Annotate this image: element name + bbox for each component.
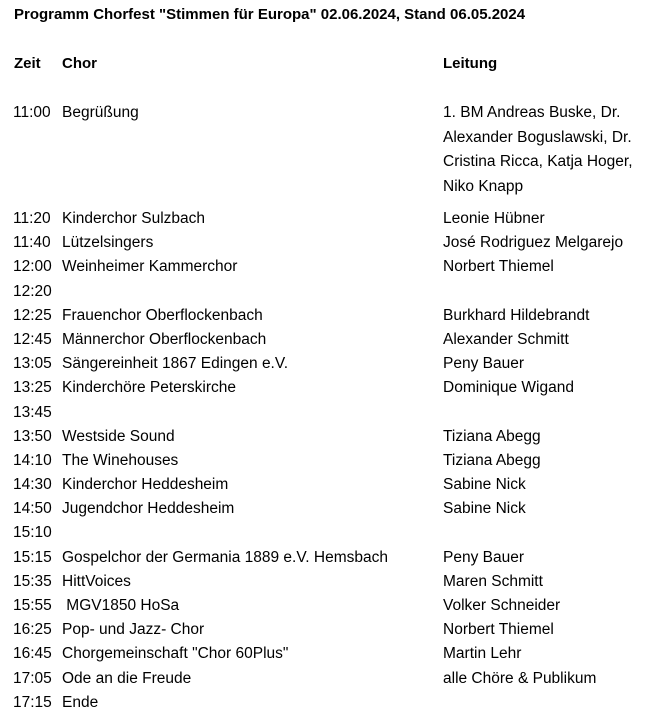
time-cell: 13:50 [13, 427, 52, 445]
time-cell: 11:20 [13, 210, 51, 227]
choir-cell: Ende [62, 693, 99, 711]
time-cell: 12:00 [13, 258, 52, 276]
table-row [0, 401, 658, 425]
choir-cell: Ode an die Freude [62, 669, 192, 687]
choir-cell: Chorgemeinschaft "Chor 60Plus" [62, 645, 289, 663]
choir-cell: Gospelchor der Germania 1889 e.V. Hemsbach [62, 548, 388, 566]
choir-cell: HittVoices [62, 572, 131, 590]
leader-cell: Alexander Schmitt [443, 330, 569, 348]
time-cell: 15:15 [13, 548, 52, 566]
time-cell: 12:25 [13, 306, 52, 324]
choir-cell: Jugendchor Heddesheim [62, 500, 235, 518]
time-cell: 12:20 [13, 282, 52, 300]
leader-cell: 1. BM Andreas Buske, Dr. Alexander Boguslawski, Dr. Cristina Ricca, Katja Hoger, Niko Knapp [443, 104, 633, 195]
header-time: Zeit [14, 55, 41, 72]
leader-cell: Leonie Hübner [443, 210, 545, 227]
table-row [0, 352, 658, 376]
time-cell: 17:05 [13, 669, 52, 687]
table-row [0, 473, 658, 497]
time-cell: 14:50 [13, 500, 52, 518]
choir-cell: Weinheimer Kammerchor [62, 258, 238, 276]
table-row [0, 207, 658, 231]
table-row [0, 280, 658, 304]
choir-cell: MGV1850 HoSa [62, 597, 180, 614]
leader-cell: Dominique Wigand [443, 379, 574, 397]
time-cell: 17:15 [13, 693, 52, 711]
document-title: Programm Chorfest "Stimmen für Europa" 02.06.2024, Stand 06.05.2024 [14, 6, 526, 23]
table-row [0, 304, 658, 328]
table-row [0, 328, 658, 352]
leader-cell: Norbert Thiemel [443, 258, 554, 276]
program-table [0, 101, 658, 715]
leader-cell: Martin Lehr [443, 645, 522, 663]
time-cell: 13:05 [13, 355, 52, 373]
choir-cell: Frauenchor Oberflockenbach [62, 306, 263, 324]
table-row [0, 594, 658, 618]
leader-cell: Sabine Nick [443, 476, 526, 494]
table-row [0, 449, 658, 473]
time-cell: 15:55 [13, 597, 52, 614]
table-row [0, 642, 658, 666]
leader-cell: Volker Schneider [443, 597, 561, 614]
leader-cell: Tiziana Abegg [443, 451, 541, 469]
time-cell: 11:00 [13, 104, 51, 121]
table-row [0, 425, 658, 449]
table-row [0, 231, 658, 255]
table-row [0, 667, 658, 691]
leader-cell: Norbert Thiemel [443, 621, 554, 639]
choir-cell: Westside Sound [62, 427, 175, 445]
header-choir: Chor [62, 55, 97, 72]
table-row [0, 546, 658, 570]
leader-cell: Peny Bauer [443, 548, 524, 566]
table-row [0, 521, 658, 545]
choir-cell: Pop- und Jazz- Chor [62, 621, 205, 639]
table-row [0, 101, 658, 207]
time-cell: 15:10 [13, 524, 52, 542]
leader-cell: Peny Bauer [443, 355, 524, 373]
leader-cell: José Rodriguez Melgarejo [443, 234, 624, 252]
choir-cell: Sängereinheit 1867 Edingen e.V. [62, 355, 289, 373]
table-row [0, 376, 658, 400]
time-cell: 14:10 [13, 451, 52, 469]
header-leader: Leitung [443, 55, 498, 72]
table-row [0, 255, 658, 279]
time-cell: 11:40 [13, 234, 51, 252]
choir-cell: Lützelsingers [62, 234, 154, 252]
leader-cell: Maren Schmitt [443, 572, 543, 590]
table-row [0, 570, 658, 594]
choir-cell: The Winehouses [62, 451, 179, 469]
time-cell: 12:45 [13, 330, 52, 348]
time-cell: 15:35 [13, 572, 52, 590]
choir-cell: Kinderchor Heddesheim [62, 476, 229, 494]
leader-cell: Sabine Nick [443, 500, 526, 518]
table-row [0, 691, 658, 715]
choir-cell: Kinderchöre Peterskirche [62, 379, 237, 397]
time-cell: 16:25 [13, 621, 52, 639]
table-row [0, 497, 658, 521]
leader-cell: alle Chöre & Publikum [443, 669, 597, 687]
table-row [0, 618, 658, 642]
choir-cell: Kinderchor Sulzbach [62, 210, 206, 227]
time-cell: 14:30 [13, 476, 52, 494]
leader-cell: Tiziana Abegg [443, 427, 541, 445]
choir-cell: Begrüßung [62, 104, 139, 121]
choir-cell: Männerchor Oberflockenbach [62, 330, 267, 348]
time-cell: 16:45 [13, 645, 52, 663]
time-cell: 13:45 [13, 403, 52, 421]
time-cell: 13:25 [13, 379, 52, 397]
leader-cell: Burkhard Hildebrandt [443, 306, 590, 324]
